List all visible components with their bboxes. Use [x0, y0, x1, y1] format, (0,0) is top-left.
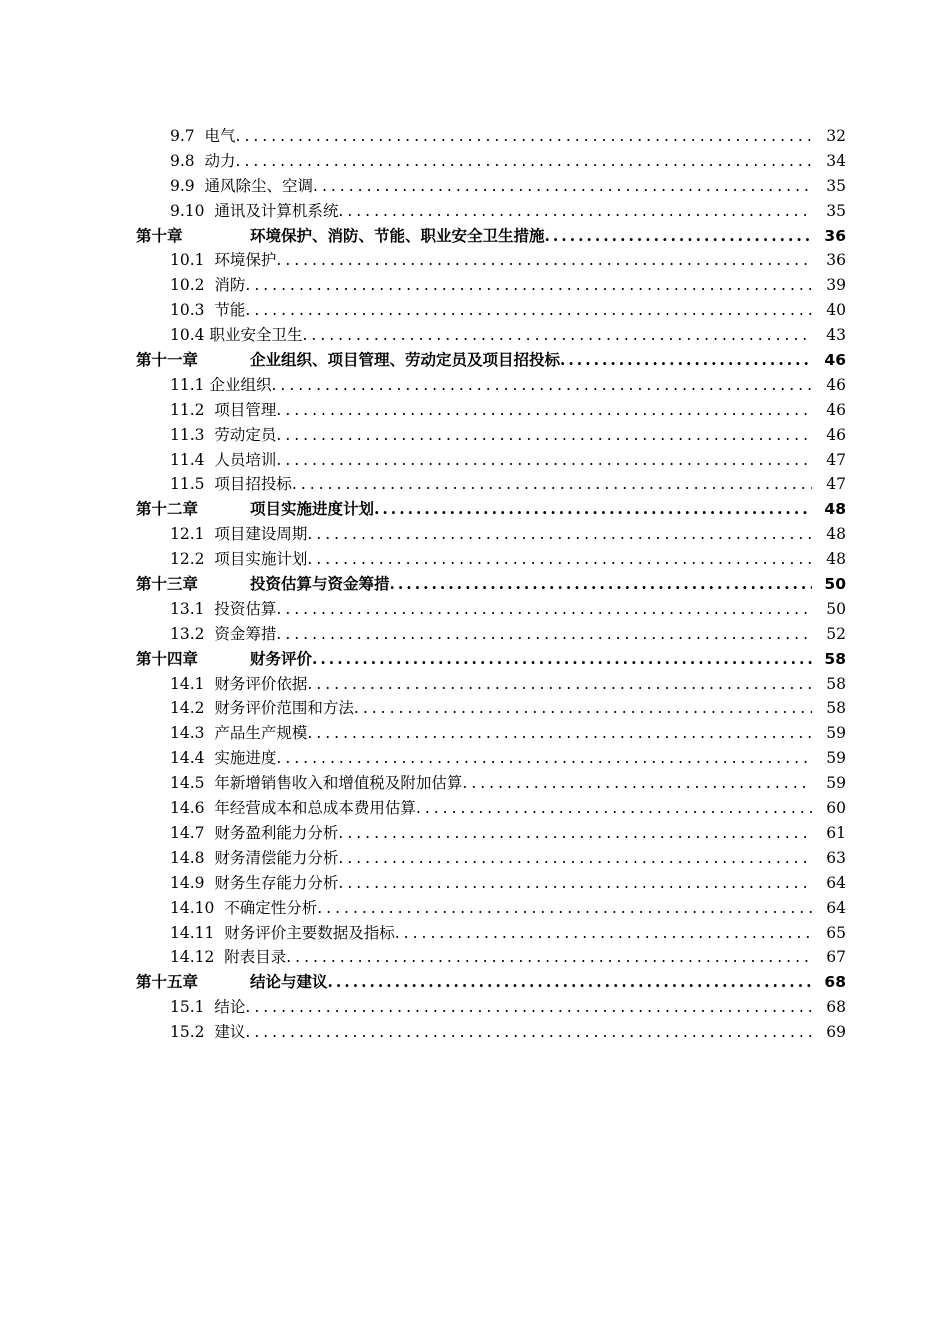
- toc-page-number: 35: [812, 199, 846, 224]
- toc-entry-number: 14.2: [170, 699, 205, 718]
- toc-page-number: 59: [812, 746, 846, 771]
- toc-entry-label: [170, 423, 846, 448]
- toc-entry-number: 11.1: [170, 375, 205, 394]
- toc-section-entry[interactable]: [0, 472, 950, 497]
- toc-entry-number: 14.8: [170, 848, 205, 867]
- toc-entry-label: [170, 597, 846, 622]
- toc-page-number: 60: [812, 796, 846, 821]
- toc-entry-label: [170, 871, 846, 896]
- toc-entry-number: 14.5: [170, 774, 205, 793]
- toc-entry-gap: [205, 675, 215, 693]
- toc-page-number: 47: [812, 448, 846, 473]
- toc-entry-gap: [205, 301, 215, 319]
- toc-entry-gap: [214, 924, 224, 942]
- toc-entry-label: [136, 647, 846, 672]
- toc-entry-gap: [205, 774, 215, 792]
- toc-dot-leader: [302, 326, 846, 344]
- toc-chapter-entry[interactable]: [0, 647, 950, 672]
- toc-entry-gap: [214, 899, 224, 917]
- toc-entry-label: [170, 896, 846, 921]
- toc-entry-gap: [195, 127, 205, 145]
- toc-dot-leader: [276, 749, 846, 767]
- toc-entry-label: [170, 921, 846, 946]
- toc-entry-gap: [205, 699, 215, 717]
- toc-page-number: 69: [812, 1020, 846, 1045]
- toc-entry-title: 结论: [214, 998, 246, 1017]
- toc-dot-leader: [245, 998, 846, 1016]
- toc-entry-title: 财务盈利能力分析: [214, 823, 339, 842]
- toc-dot-leader: [245, 276, 846, 294]
- toc-entry-number: 9.10: [170, 201, 205, 220]
- toc-page-number: 59: [812, 771, 846, 796]
- toc-page-number: 48: [812, 497, 846, 522]
- toc-dot-leader: [338, 824, 846, 842]
- toc-dot-leader: [276, 600, 846, 618]
- toc-entry-label: [170, 124, 846, 149]
- toc-page-number: 64: [812, 871, 846, 896]
- toc-entry-number: 11.5: [170, 475, 205, 494]
- toc-dot-leader: [317, 899, 846, 917]
- toc-dot-leader: [307, 675, 846, 693]
- toc-entry-number: 14.4: [170, 749, 205, 768]
- toc-page-number: 67: [812, 945, 846, 970]
- toc-dot-leader: [307, 550, 846, 568]
- toc-entry-label: [170, 796, 846, 821]
- toc-page-number: 63: [812, 846, 846, 871]
- toc-entry-label: [170, 398, 846, 423]
- toc-section-entry[interactable]: [0, 597, 950, 622]
- toc-entry-title: 项目招投标: [214, 475, 292, 494]
- toc-entry-title: 实施进度: [214, 749, 277, 768]
- toc-section-entry[interactable]: [0, 821, 950, 846]
- toc-section-entry[interactable]: [0, 398, 950, 423]
- toc-page-number: 36: [812, 248, 846, 273]
- toc-dot-leader: [328, 972, 846, 991]
- toc-entry-label: [170, 472, 846, 497]
- toc-entry-title: 项目建设周期: [214, 525, 308, 544]
- toc-entry-label: [170, 199, 846, 224]
- toc-page-number: 50: [812, 597, 846, 622]
- toc-section-entry[interactable]: [0, 746, 950, 771]
- toc-section-entry[interactable]: [0, 896, 950, 921]
- toc-entry-title: 投资估算: [214, 599, 277, 618]
- toc-entry-number: 14.10: [170, 898, 215, 917]
- toc-page-number: 65: [812, 921, 846, 946]
- toc-entry-title: 资金筹措: [214, 624, 277, 643]
- toc-section-entry[interactable]: [0, 945, 950, 970]
- toc-entry-gap: [205, 202, 215, 220]
- toc-section-entry[interactable]: [0, 771, 950, 796]
- toc-section-entry[interactable]: [0, 1020, 950, 1045]
- toc-entry-number: 第十四章: [136, 648, 199, 668]
- toc-entry-number: 11.2: [170, 400, 205, 419]
- toc-entry-title: 电气: [204, 127, 236, 145]
- toc-page-number: 68: [812, 995, 846, 1020]
- toc-entry-title: 通讯及计算机系统: [214, 201, 339, 220]
- toc-chapter-entry[interactable]: [0, 572, 950, 597]
- toc-entry-gap: [205, 401, 215, 419]
- toc-entry-title: 项目实施计划: [214, 550, 308, 569]
- toc-dot-leader: [276, 426, 846, 444]
- toc-chapter-entry[interactable]: [0, 970, 950, 995]
- toc-entry-label: [170, 323, 846, 348]
- toc-section-entry[interactable]: [0, 846, 950, 871]
- toc-entry-label: [170, 945, 846, 970]
- toc-entry-label: [136, 572, 846, 597]
- toc-section-entry[interactable]: [0, 174, 950, 199]
- toc-page-number: 58: [812, 672, 846, 697]
- toc-entry-label: [170, 821, 846, 846]
- toc-dot-leader: [390, 574, 846, 593]
- toc-entry-label: [170, 746, 846, 771]
- toc-page-number: 46: [812, 348, 846, 373]
- toc-entry-title: 职业安全卫生: [209, 326, 303, 345]
- toc-entry-number: 10.4: [170, 326, 205, 345]
- toc-entry-gap: [195, 152, 205, 170]
- toc-page-number: 40: [812, 298, 846, 323]
- toc-entry-title: 财务评价: [250, 648, 313, 668]
- toc-dot-leader: [276, 251, 846, 269]
- toc-dot-leader: [545, 226, 846, 245]
- toc-page-number: 48: [812, 522, 846, 547]
- toc-entry-gap: [205, 426, 215, 444]
- toc-page-number: 32: [812, 124, 846, 149]
- toc-dot-leader: [354, 699, 846, 717]
- toc-dot-leader: [245, 301, 846, 319]
- toc-chapter-entry[interactable]: [0, 224, 950, 249]
- toc-page-number: 46: [812, 423, 846, 448]
- toc-section-entry[interactable]: [0, 672, 950, 697]
- toc-entry-number: 14.9: [170, 873, 205, 892]
- toc-entry-label: [170, 248, 846, 273]
- toc-entry-title: 附表目录: [224, 948, 287, 967]
- toc-entry-title: 动力: [204, 151, 236, 170]
- toc-section-entry[interactable]: [0, 273, 950, 298]
- toc-entry-gap: [205, 749, 215, 767]
- toc-page-number: 61: [812, 821, 846, 846]
- toc-entry-gap: [205, 475, 215, 493]
- toc-entry-title: 项目实施进度计划: [250, 499, 375, 519]
- toc-dot-leader: [560, 350, 846, 369]
- toc-entry-label: [170, 1020, 846, 1045]
- toc-entry-gap: [205, 600, 215, 618]
- toc-entry-title: 财务生存能力分析: [214, 873, 339, 892]
- toc-dot-leader: [374, 499, 846, 518]
- toc-dot-leader: [276, 625, 846, 643]
- toc-entry-gap: [205, 874, 215, 892]
- toc-dot-leader: [292, 475, 846, 493]
- toc-section-entry[interactable]: [0, 124, 950, 149]
- toc-entry-gap: [205, 550, 215, 568]
- toc-page-number: 59: [812, 721, 846, 746]
- toc-entry-title: 环境保护: [214, 251, 277, 270]
- toc-page-number: 34: [812, 149, 846, 174]
- toc-entry-title: 节能: [214, 301, 246, 320]
- toc-dot-leader: [245, 1023, 846, 1041]
- toc-entry-number: 10.3: [170, 301, 205, 320]
- toc-section-entry[interactable]: [0, 522, 950, 547]
- toc-page-number: 39: [812, 273, 846, 298]
- toc-entry-label: [170, 273, 846, 298]
- toc-chapter-entry[interactable]: [0, 497, 950, 522]
- toc-entry-label: [170, 547, 846, 572]
- toc-entry-title: 企业组织、项目管理、劳动定员及项目招投标: [250, 350, 561, 370]
- table-of-contents: [0, 124, 950, 1045]
- toc-entry-number: 11.3: [170, 425, 205, 444]
- toc-dot-leader: [338, 202, 846, 220]
- toc-entry-gap: [205, 799, 215, 817]
- toc-page-number: 58: [812, 647, 846, 672]
- toc-page-number: 58: [812, 696, 846, 721]
- toc-dot-leader: [271, 376, 846, 394]
- toc-page-number: 48: [812, 547, 846, 572]
- toc-entry-label: [170, 995, 846, 1020]
- toc-dot-leader: [286, 948, 846, 966]
- toc-section-entry[interactable]: [0, 423, 950, 448]
- toc-section-entry[interactable]: [0, 622, 950, 647]
- toc-entry-title: 结论与建议: [250, 972, 328, 992]
- toc-section-entry[interactable]: [0, 721, 950, 746]
- toc-entry-number: 14.3: [170, 724, 205, 743]
- toc-section-entry[interactable]: [0, 323, 950, 348]
- toc-entry-title: 投资估算与资金筹措: [250, 574, 390, 594]
- toc-entry-title: 产品生产规模: [214, 724, 308, 743]
- toc-entry-number: 14.1: [170, 674, 205, 693]
- toc-chapter-entry[interactable]: [0, 348, 950, 373]
- toc-entry-number: 第十一章: [136, 350, 199, 370]
- toc-entry-number: 9.9: [170, 176, 195, 195]
- toc-dot-leader: [307, 724, 846, 742]
- toc-entry-number: 11.4: [170, 450, 205, 469]
- toc-page-number: 46: [812, 373, 846, 398]
- toc-entry-title: 环境保护、消防、节能、职业安全卫生措施: [250, 225, 545, 245]
- toc-section-entry[interactable]: [0, 696, 950, 721]
- toc-entry-label: [136, 348, 846, 373]
- toc-section-entry[interactable]: [0, 298, 950, 323]
- toc-entry-gap: [205, 1023, 215, 1041]
- toc-entry-title: 通风除尘、空调: [204, 176, 314, 195]
- toc-entry-label: [170, 174, 846, 199]
- toc-entry-number: 15.2: [170, 1023, 205, 1042]
- toc-entry-number: 13.2: [170, 624, 205, 643]
- toc-entry-label: [136, 224, 846, 249]
- toc-dot-leader: [338, 849, 846, 867]
- toc-entry-title: 建议: [214, 1023, 246, 1042]
- toc-entry-number: 14.12: [170, 948, 215, 967]
- toc-entry-title: 财务评价主要数据及指标: [224, 923, 395, 942]
- toc-dot-leader: [236, 152, 846, 170]
- toc-entry-gap: [205, 824, 215, 842]
- toc-entry-label: [170, 149, 846, 174]
- toc-entry-label: [170, 721, 846, 746]
- toc-entry-number: 12.2: [170, 550, 205, 569]
- toc-entry-number: 10.2: [170, 276, 205, 295]
- toc-section-entry[interactable]: [0, 921, 950, 946]
- toc-entry-title: 财务评价范围和方法: [214, 699, 354, 718]
- toc-dot-leader: [276, 451, 846, 469]
- toc-entry-title: 人员培训: [214, 450, 277, 469]
- toc-page-number: 64: [812, 896, 846, 921]
- toc-entry-number: 13.1: [170, 599, 205, 618]
- toc-entry-label: [170, 373, 846, 398]
- toc-entry-label: [170, 622, 846, 647]
- toc-dot-leader: [416, 799, 846, 817]
- toc-entry-title: 不确定性分析: [224, 898, 318, 917]
- toc-entry-title: 企业组织: [209, 375, 272, 394]
- toc-page-number: 50: [812, 572, 846, 597]
- toc-entry-title: 劳动定员: [214, 425, 277, 444]
- toc-entry-gap: [214, 948, 224, 966]
- toc-entry-gap: [205, 849, 215, 867]
- toc-section-entry[interactable]: [0, 373, 950, 398]
- toc-page-number: 47: [812, 472, 846, 497]
- toc-entry-number: 14.7: [170, 823, 205, 842]
- toc-section-entry[interactable]: [0, 199, 950, 224]
- toc-entry-label: [170, 448, 846, 473]
- toc-dot-leader: [312, 649, 846, 668]
- toc-section-entry[interactable]: [0, 149, 950, 174]
- toc-entry-label: [170, 298, 846, 323]
- toc-dot-leader: [313, 177, 846, 195]
- toc-entry-gap: [205, 724, 215, 742]
- toc-entry-label: [170, 696, 846, 721]
- toc-entry-number: 14.6: [170, 799, 205, 818]
- toc-entry-label: [170, 771, 846, 796]
- toc-entry-number: 第十三章: [136, 574, 199, 594]
- toc-entry-label: [136, 970, 846, 995]
- toc-entry-gap: [205, 251, 215, 269]
- toc-dot-leader: [338, 874, 846, 892]
- toc-entry-gap: [195, 177, 205, 195]
- toc-entry-label: [170, 672, 846, 697]
- toc-entry-number: 9.7: [170, 127, 195, 145]
- toc-section-entry[interactable]: [0, 448, 950, 473]
- toc-dot-leader: [236, 127, 846, 145]
- toc-entry-title: 财务评价依据: [214, 674, 308, 693]
- toc-entry-number: 15.1: [170, 998, 205, 1017]
- toc-section-entry[interactable]: [0, 871, 950, 896]
- toc-entry-gap: [205, 525, 215, 543]
- toc-page-number: 36: [812, 224, 846, 249]
- toc-entry-title: 年新增销售收入和增值税及附加估算: [214, 774, 463, 793]
- toc-entry-title: 年经营成本和总成本费用估算: [214, 799, 416, 818]
- toc-entry-number: 第十章: [136, 225, 183, 245]
- toc-entry-title: 消防: [214, 276, 246, 295]
- toc-entry-label: [136, 497, 846, 522]
- toc-entry-number: 12.1: [170, 525, 205, 544]
- toc-entry-number: 第十五章: [136, 972, 199, 992]
- toc-entry-gap: [205, 625, 215, 643]
- toc-entry-label: [170, 522, 846, 547]
- toc-entry-gap: [205, 451, 215, 469]
- toc-section-entry[interactable]: [0, 796, 950, 821]
- toc-dot-leader: [462, 774, 846, 792]
- toc-section-entry[interactable]: [0, 995, 950, 1020]
- toc-entry-gap: [205, 998, 215, 1016]
- toc-entry-number: 14.11: [170, 923, 215, 942]
- toc-entry-gap: [205, 276, 215, 294]
- toc-entry-title: 财务清偿能力分析: [214, 848, 339, 867]
- toc-dot-leader: [395, 924, 846, 942]
- toc-dot-leader: [307, 525, 846, 543]
- toc-section-entry[interactable]: [0, 547, 950, 572]
- toc-dot-leader: [276, 401, 846, 419]
- toc-entry-label: [170, 846, 846, 871]
- toc-section-entry[interactable]: [0, 248, 950, 273]
- toc-page-number: 35: [812, 174, 846, 199]
- toc-entry-number: 10.1: [170, 251, 205, 270]
- toc-page-number: 68: [812, 970, 846, 995]
- toc-page-number: 43: [812, 323, 846, 348]
- toc-entry-title: 项目管理: [214, 400, 277, 419]
- toc-entry-number: 第十二章: [136, 499, 199, 519]
- toc-page-number: 46: [812, 398, 846, 423]
- toc-entry-number: 9.8: [170, 151, 195, 170]
- toc-page-number: 52: [812, 622, 846, 647]
